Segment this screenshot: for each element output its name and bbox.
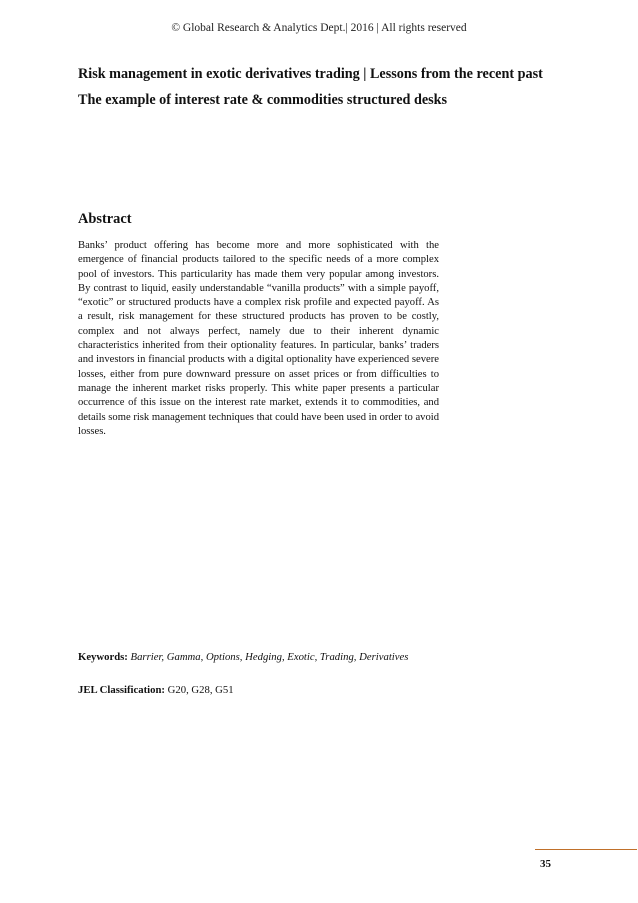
keywords-list: Barrier, Gamma, Options, Hedging, Exotic, Trading, Derivatives [130,651,409,663]
jel-label: JEL Classification: [78,684,165,696]
jel-codes: G20, G28, G51 [167,684,234,696]
article-subtitle: The example of interest rate & commodities structured desks [78,92,448,108]
keywords-line [78,651,558,663]
abstract-body: Banks’ product offering has become more and more sophisticated with the emergence of financial products tailored to the specific needs of a more complex pool of investors. This particularity has made them very popular among investors. By contrast to liquid, easily understandable “vanilla products” with a simple payoff, “exotic” or structured products have a complex risk profile and expected payoff. As a result, risk management for these structured products has proven to be costly, complex and not always perfect, namely due to their inherent dynamic characteristics inherited from their optionality features. In particular, banks’ traders and investors in financial products with a digital optionality have experienced severe losses, either from pure downward pressure on asset prices or from difficulties to manage the inherent market risks properly. This white paper presents a particular occurrence of this issue on the interest rate market, extends it to commodities, and details some risk management techniques that could have been used in order to avoid losses. [78,240,439,437]
article-title: Risk management in exotic derivatives trading | Lessons from the recent past [78,66,543,82]
abstract-heading: Abstract [78,211,132,227]
keywords-label: Keywords: [78,651,128,663]
jel-classification-line [78,684,558,696]
page-number: 35 [540,858,551,870]
footer-rule [535,849,637,850]
page-header-copyright: © Global Research & Analytics Dept.| 2016 | All rights reserved [171,22,467,34]
